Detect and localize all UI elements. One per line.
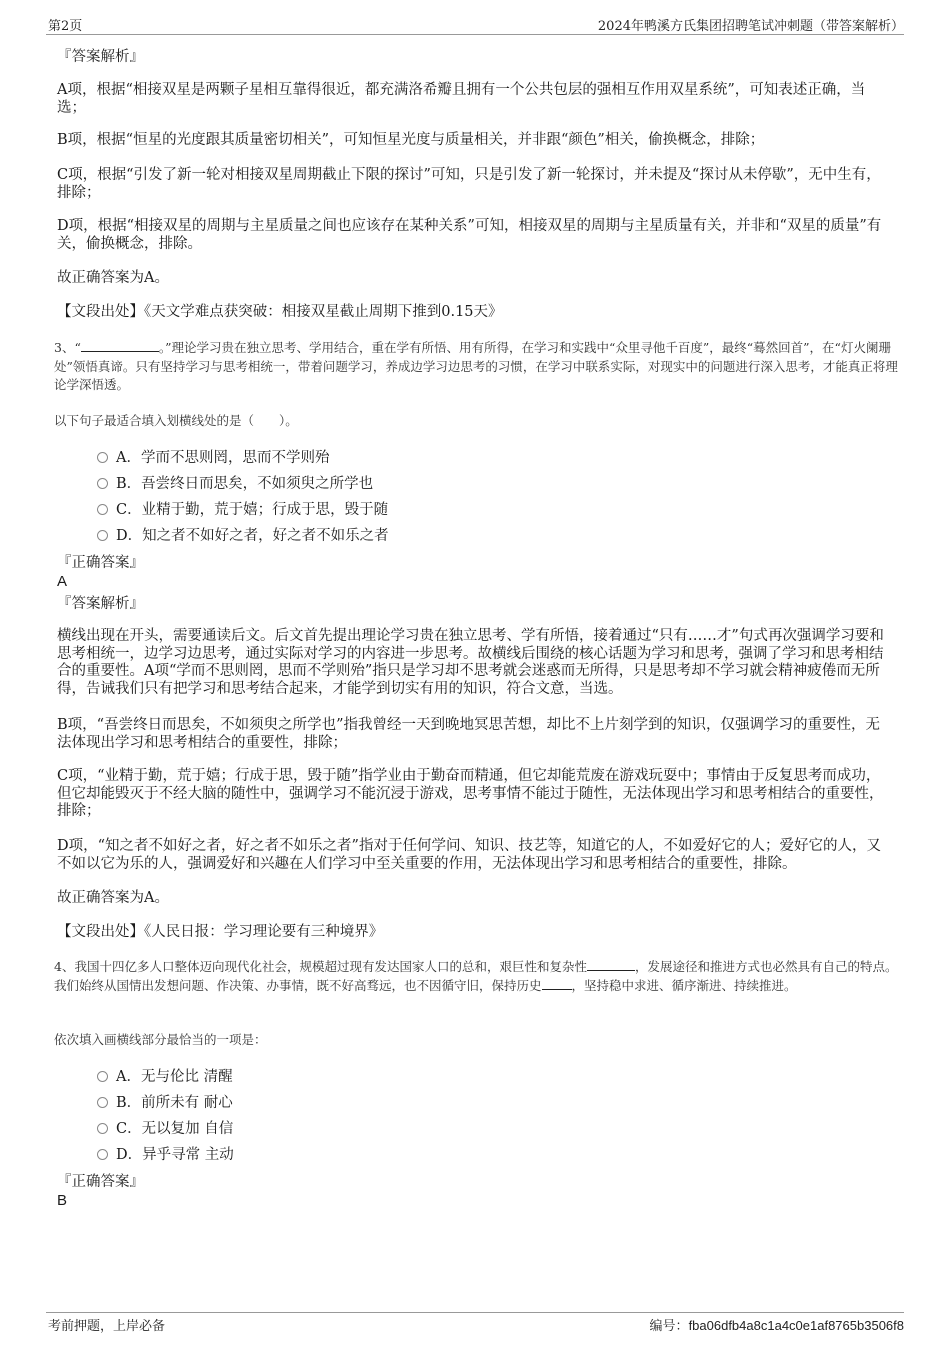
q3-option-b[interactable] xyxy=(97,474,373,494)
radio-icon[interactable] xyxy=(97,1071,108,1082)
q3-stem-prefix: 3、“ xyxy=(54,340,81,355)
header-divider xyxy=(46,34,904,35)
radio-icon[interactable] xyxy=(97,1123,108,1134)
q3-blank xyxy=(81,339,159,352)
q3-analysis-b: B项，“吾尝终日而思矣，不如须臾之所学也”指我曾经一天到晚地冥思苦想，却比不上片刻学到的知识，仅强调学习的重要性，无法体现出学习和思考相结合的重要性，排除； xyxy=(57,717,880,751)
q4-option-c[interactable] xyxy=(97,1119,233,1139)
q4-option-d-label: D．异乎寻常 主动 xyxy=(116,1147,234,1163)
footer-code-value: fba06dfb4a8c1a4c0e1af8765b3506f8 xyxy=(688,1318,904,1333)
q3-question: 以下句子最适合填入划横线处的是（ ）。 xyxy=(54,413,298,428)
q3-analysis-main: 横线出现在开头，需要通读后文。后文首先提出理论学习贵在独立思考、学有所悟，接着通过“只有……才”句式再次强调学习要和思考相统一，边学习边思考，通过实际对学习的内容进一步思考。故横线后围绕的核心话题为学习和思考，强调了学习和思考相结合的重要性。A项“学而不思则罔，思而不学则殆”指只是学习却不思考就会迷惑而无所得，只是思考却不学习就会精神疲倦而无所得，告诫我们只有把学习和思考结合起来，才能学到切实有用的知识，符合文意，当选。 xyxy=(57,628,884,697)
q3-option-a-label: A．学而不思则罔，思而不学则殆 xyxy=(116,450,330,466)
q3-answer: A xyxy=(57,573,68,590)
page-number: 第2页 xyxy=(48,19,83,34)
footer-code xyxy=(650,1315,904,1334)
q2-conclusion: 故正确答案为A。 xyxy=(57,270,169,286)
footer-divider xyxy=(46,1312,904,1313)
radio-icon[interactable] xyxy=(97,1097,108,1108)
q4-blank-2 xyxy=(542,977,572,990)
q4-option-a[interactable] xyxy=(97,1067,233,1087)
q2-source: 【文段出处】《天文学难点获突破：相接双星截止周期下推到0.15天》 xyxy=(57,304,503,320)
q4-option-d[interactable] xyxy=(97,1145,234,1165)
footer-slogan: 考前押题，上岸必备 xyxy=(48,1319,166,1334)
q4-option-c-label: C．无以复加 自信 xyxy=(116,1121,234,1137)
q4-stem-part-b: ，发展途径和推进方式也必然具有自己的特点。我们始终从国情出发想问题、作决策、办事情，既不好高骛远，也不因循守旧，保持历史 xyxy=(54,959,898,993)
q2-analysis-c: C项，根据“引发了新一轮对相接双星周期截止下限的探讨”可知，只是引发了新一轮探讨，并未提及“探讨从未停歇”，无中生有，排除； xyxy=(57,167,881,201)
q2-analysis-b: B项，根据“恒星的光度跟其质量密切相关”，可知恒星光度与质量相关，并非跟“颜色”相关，偷换概念，排除； xyxy=(57,132,765,148)
radio-icon[interactable] xyxy=(97,478,108,489)
document-title: 2024年鸭溪方氏集团招聘笔试冲刺题（带答案解析） xyxy=(597,19,904,34)
q4-stem-part-a: 4、我国十四亿多人口整体迈向现代化社会，规模超过现有发达国家人口的总和，艰巨性和复杂性 xyxy=(54,959,587,974)
q3-stem xyxy=(54,339,902,395)
q4-stem-part-c: ，坚持稳中求进、循序渐进、持续推进。 xyxy=(571,977,797,993)
q2-analysis-label: 『答案解析』 xyxy=(57,49,144,65)
q3-analysis-label: 『答案解析』 xyxy=(57,596,144,612)
q3-source: 【文段出处】《人民日报：学习理论要有三种境界》 xyxy=(57,924,384,940)
q3-option-c-label: C．业精于勤，荒于嬉；行成于思，毁于随 xyxy=(116,502,389,518)
radio-icon[interactable] xyxy=(97,504,108,515)
q3-option-c[interactable] xyxy=(97,500,388,520)
q3-option-b-label: B．吾尝终日而思矣，不如须臾之所学也 xyxy=(116,476,374,492)
radio-icon[interactable] xyxy=(97,530,108,541)
q3-analysis-d: D项，“知之者不如好之者，好之者不如乐之者”指对于任何学问、知识、技艺等，知道它的人，不如爱好它的人；爱好它的人，又不如以它为乐的人，强调爱好和兴趣在人们学习中至关重要的作用，无法体现出学习和思考相结合的重要性，排除。 xyxy=(57,838,881,872)
q3-option-d[interactable] xyxy=(97,526,389,546)
q4-answer-label: 『正确答案』 xyxy=(57,1174,144,1190)
q3-conclusion: 故正确答案为A。 xyxy=(57,890,169,906)
q4-option-b-label: B．前所未有 耐心 xyxy=(116,1095,233,1111)
q2-analysis-a: A项，根据“相接双星是两颗子星相互靠得很近，都充满洛希瓣且拥有一个公共包层的强相互作用双星系统”，可知表述正确，当选； xyxy=(57,82,866,116)
q3-answer-label: 『正确答案』 xyxy=(57,555,144,571)
q4-option-b[interactable] xyxy=(97,1093,233,1113)
q4-answer: B xyxy=(57,1192,68,1209)
q4-question: 依次填入画横线部分最恰当的一项是： xyxy=(54,1032,267,1047)
footer-code-label: 编号： xyxy=(649,1319,689,1334)
radio-icon[interactable] xyxy=(97,1149,108,1160)
radio-icon[interactable] xyxy=(97,452,108,463)
q2-analysis-d: D项，根据“相接双星的周期与主星质量之间也应该存在某种关系”可知，相接双星的周期与主星质量有关，并非和“双星的质量”有关，偷换概念，排除。 xyxy=(57,218,882,252)
q3-option-d-label: D．知之者不如好之者，好之者不如乐之者 xyxy=(116,528,389,544)
q3-analysis-c: C项，“业精于勤，荒于嬉；行成于思，毁于随”指学业由于勤奋而精通，但它却能荒废在游戏玩耍中；事情由于反复思考而成功，但它却能毁灭于不经大脑的随性中，强调学习不能沉浸于游戏，思考事情不能过于随性，无法体现出学习和思考相结合的重要性，排除； xyxy=(57,768,884,819)
q4-option-a-label: A．无与伦比 清醒 xyxy=(116,1069,233,1085)
q4-stem xyxy=(54,958,902,995)
q3-stem-text: 。”理论学习贵在独立思考、学用结合，重在学有所悟、用有所得，在学习和实践中“众里寻他千百度”，最终“蓦然回首”，在“灯火阑珊处”领悟真谛。只有坚持学习与思考相统一，带着问题学习，养成边学习边思考的习惯，在学习中联系实际，对现实中的问题进行深入思考，才能真正将理论学深悟透。 xyxy=(54,340,898,392)
q3-option-a[interactable] xyxy=(97,448,329,468)
q4-blank-1 xyxy=(587,958,635,971)
